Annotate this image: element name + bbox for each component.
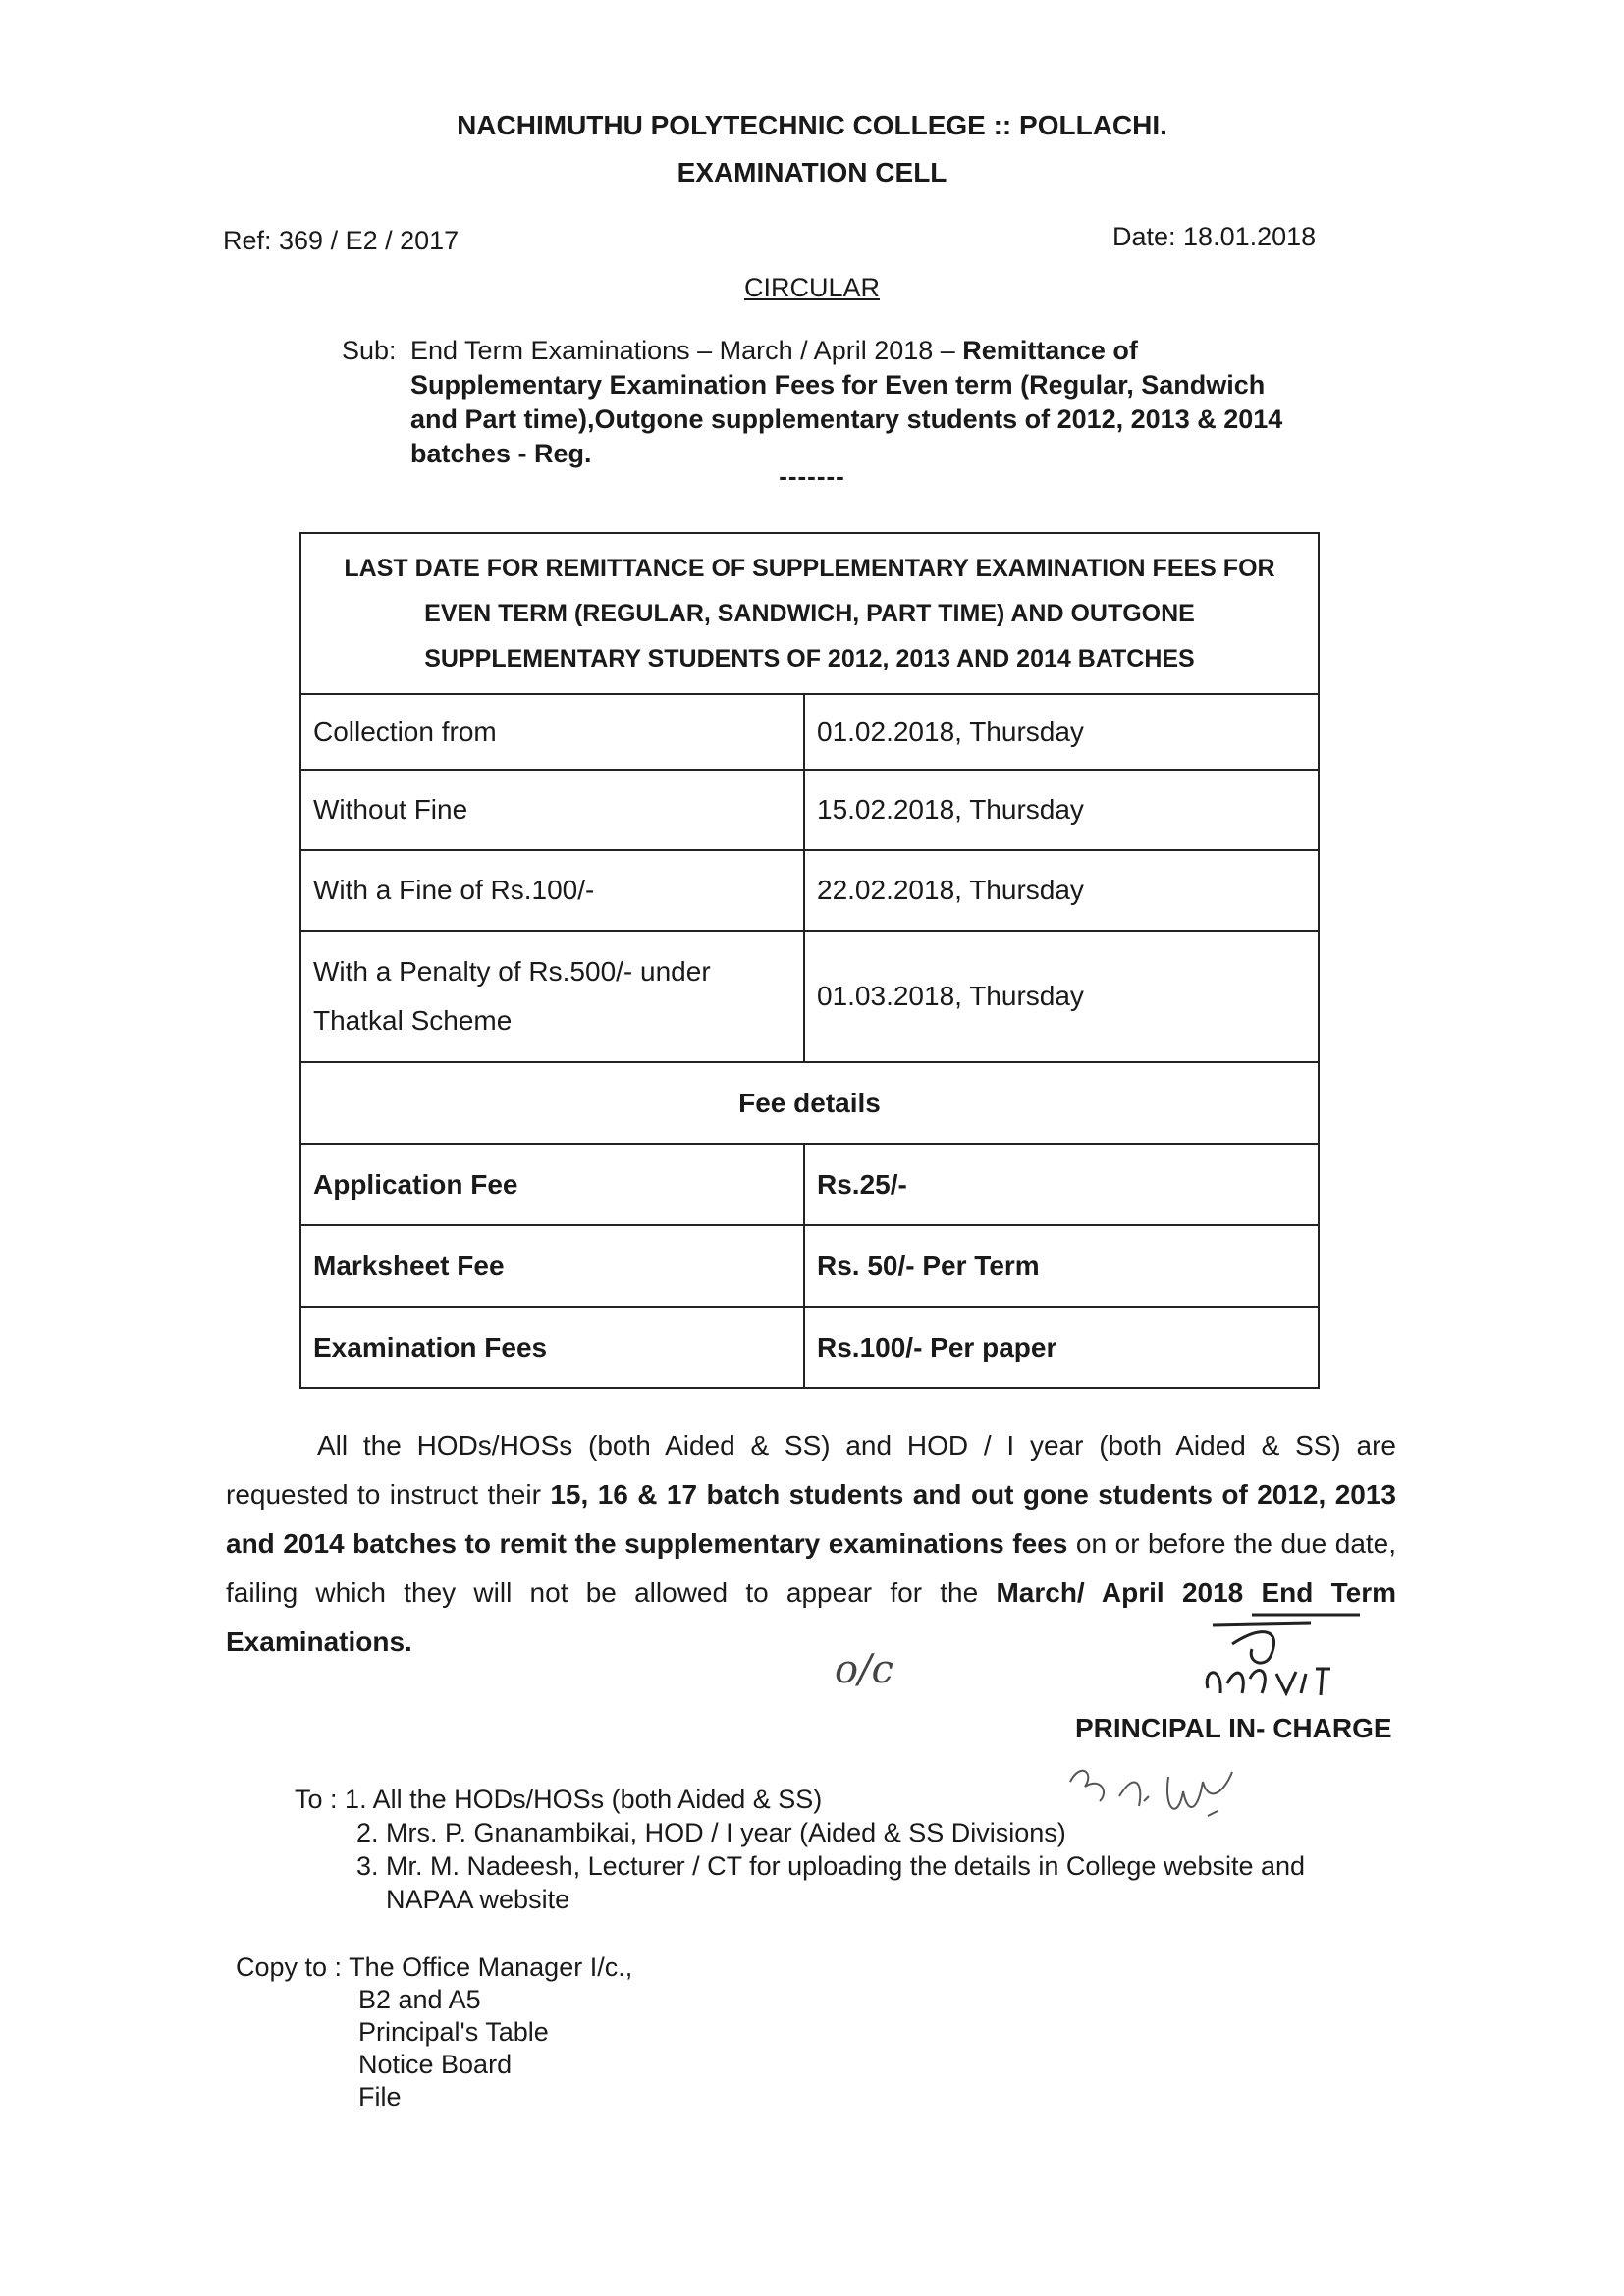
row-label: With a Fine of Rs.100/- (300, 850, 804, 931)
table-heading-line-2: EVEN TERM (REGULAR, SANDWICH, PART TIME) AND OUTGONE (424, 600, 1195, 627)
row-value: 15.02.2018, Thursday (804, 770, 1319, 850)
table-row (300, 850, 1319, 931)
table-row (300, 770, 1319, 850)
para-text-2: on or before the due date, failing which they will not be allowed to appear for the (226, 1528, 1397, 1608)
fee-schedule-table (299, 532, 1320, 1389)
fee-value: Rs.25/- (804, 1144, 1319, 1225)
copy-item: Notice Board (358, 2050, 513, 2079)
to-item: 3. Mr. M. Nadeesh, Lecturer / CT for uploading the details in College website and (356, 1851, 1306, 1881)
fee-value: Rs.100/- Per paper (804, 1307, 1319, 1388)
table-row (300, 1307, 1319, 1388)
table-heading-line-1: LAST DATE FOR REMITTANCE OF SUPPLEMENTARY EXAMINATION FEES FOR (344, 555, 1275, 582)
department-name: EXAMINATION CELL (677, 157, 947, 187)
to-item-continuation: NAPAA website (386, 1885, 570, 1914)
row-value: 01.02.2018, Thursday (804, 694, 1319, 770)
copy-to-block (236, 1951, 632, 2113)
reference-number: Ref: 369 / E2 / 2017 (223, 226, 460, 255)
table-row (300, 1225, 1319, 1307)
para-bold-1: 15, 16 & 17 batch students and out gone students of 2012, 2013 and 2014 batches to remit the supplementary examinations fees (226, 1479, 1396, 1559)
copy-label: Copy to : (236, 1952, 343, 1982)
row-label (300, 931, 804, 1062)
circular-date: Date: 18.01.2018 (1112, 222, 1317, 251)
to-block (295, 1783, 1305, 1916)
table-row (300, 1144, 1319, 1225)
college-name: NACHIMUTHU POLYTECHNIC COLLEGE :: POLLACHI. (457, 110, 1167, 140)
fee-value: Rs. 50/- Per Term (804, 1225, 1319, 1307)
subject-label: Sub: (342, 336, 397, 365)
signatory-title: PRINCIPAL IN- CHARGE (1075, 1713, 1392, 1743)
row-value: 22.02.2018, Thursday (804, 850, 1319, 931)
table-heading-line-3: SUPPLEMENTARY STUDENTS OF 2012, 2013 AND 2014 BATCHES (424, 645, 1195, 672)
subject-line-2: Supplementary Examination Fees for Even term (Regular, Sandwich (410, 370, 1266, 400)
row-label: Collection from (300, 694, 804, 770)
to-item: 2. Mrs. P. Gnanambikai, HOD / I year (Aided & SS Divisions) (356, 1818, 1066, 1847)
fee-details-heading: Fee details (300, 1062, 1319, 1144)
fee-label: Marksheet Fee (300, 1225, 804, 1307)
row-label: Without Fine (300, 770, 804, 850)
separator: ------- (779, 461, 845, 491)
to-label: To : (295, 1785, 338, 1814)
subject-bold-start: Remittance of (962, 336, 1138, 365)
copy-row-1 (236, 1951, 632, 1984)
copy-item: Principal's Table (358, 2017, 549, 2047)
handwritten-annotation: o/c (835, 1647, 893, 1692)
copy-item: B2 and A5 (358, 1985, 481, 2014)
row-value: 01.03.2018, Thursday (804, 931, 1319, 1062)
signature-icon (1193, 1595, 1370, 1723)
fee-label: Examination Fees (300, 1307, 804, 1388)
to-row-1 (295, 1783, 1305, 1816)
para-bold-2: March/ April 2018 End Term Examinations. (226, 1577, 1397, 1657)
table-heading-row (300, 533, 1319, 694)
subject-line-1 (342, 334, 1353, 368)
copy-item: File (358, 2082, 402, 2111)
fee-label: Application Fee (300, 1144, 804, 1225)
subject-block (342, 334, 1353, 471)
fee-heading-row (300, 1062, 1319, 1144)
table-row (300, 931, 1319, 1062)
subject-line-4: batches - Reg. (410, 439, 592, 468)
table-heading (300, 533, 1319, 694)
circular-title: CIRCULAR (743, 273, 881, 302)
row-label-line-1: With a Penalty of Rs.500/- under (313, 956, 711, 987)
row-label-line-2: Thatkal Scheme (313, 1005, 513, 1036)
copy-item: The Office Manager I/c., (349, 1952, 633, 1982)
to-item: 1. All the HODs/HOSs (both Aided & SS) (345, 1785, 823, 1814)
table-row (300, 694, 1319, 770)
subject-plain: End Term Examinations – March / April 2018 – (410, 336, 955, 365)
para-text-1: All the HODs/HOSs (both Aided & SS) and HOD / I year (both Aided & SS) are requested to instruct their (226, 1430, 1396, 1510)
subject-line-3: and Part time),Outgone supplementary students of 2012, 2013 & 2014 (410, 404, 1283, 434)
